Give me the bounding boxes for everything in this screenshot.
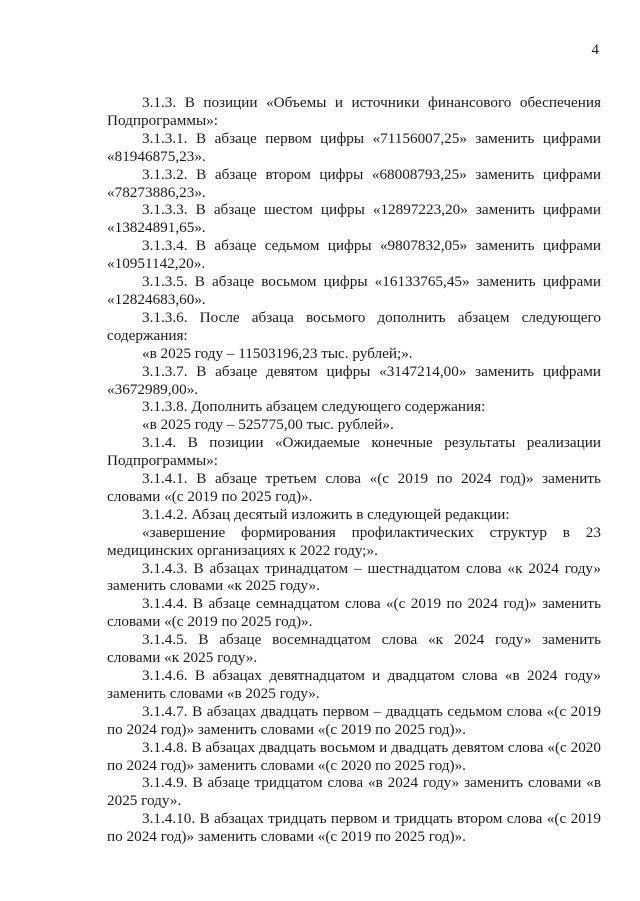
paragraph: 3.1.4.6. В абзацах девятнадцатом и двадцатом слова «в 2024 году» заменить словами «в 2025 году». [107,667,601,702]
paragraph: 3.1.4.3. В абзацах тринадцатом – шестнадцатом слова «к 2024 году» заменить словами «к 2025 году». [107,559,601,595]
quoted-paragraph: «завершение формирования профилактических структур в 23 медицинских организациях к 2022 году;». [107,523,601,559]
quoted-paragraph: «в 2025 году – 11503196,23 тыс. рублей;». [142,344,413,362]
paragraph: 3.1.4.9. В абзаце тридцатом слова «в 2024 году» заменить словами «в 2025 году». [107,774,601,810]
document-body [107,94,601,846]
paragraph: 3.1.3. В позиции «Объемы и источники финансового обеспечения Подпрограммы»: [107,94,601,129]
paragraph: 3.1.3.5. В абзаце восьмом цифры «16133765,45» заменить цифрами «12824683,60». [107,273,601,308]
paragraph: 3.1.4.10. В абзацах тридцать первом и тридцать втором слова «(с 2019 по 2024 год)» заменить словами «(с 2019 по 2025 год)». [107,810,601,846]
paragraph: 3.1.4.1. В абзаце третьем слова «(с 2019 по 2024 год)» заменить словами «(с 2019 по 2025 год)». [107,470,601,505]
paragraph: 3.1.4.7. В абзацах двадцать первом – двадцать седьмом слова «(с 2019 по 2024 год)» заменить словами «(с 2019 по 2025 год)». [107,702,601,738]
paragraph: 3.1.3.1. В абзаце первом цифры «71156007,25» заменить цифрами «81946875,23». [107,129,601,165]
paragraph: 3.1.4. В позиции «Ожидаемые конечные результаты реализации Подпрограммы»: [107,434,601,470]
paragraph: 3.1.4.5. В абзаце восемнадцатом слова «к 2024 году» заменить словами «к 2025 году». [107,631,601,667]
paragraph: 3.1.3.7. В абзаце девятом цифры «3147214,00» заменить цифрами «3672989,00». [107,362,601,398]
paragraph: 3.1.3.8. Дополнить абзацем следующего содержания: [142,398,486,416]
paragraph: 3.1.3.2. В абзаце втором цифры «68008793,25» заменить цифрами «78273886,23». [107,165,601,201]
paragraph: 3.1.3.3. В абзаце шестом цифры «12897223,20» заменить цифрами «13824891,65». [107,201,601,237]
page-number: 4 [591,42,599,58]
paragraph: 3.1.3.4. В абзаце седьмом цифры «9807832,05» заменить цифрами «10951142,20». [107,237,601,273]
paragraph: 3.1.4.4. В абзаце семнадцатом слова «(с 2019 по 2024 год)» заменить словами «(с 2019 по 2025 год)». [107,595,601,631]
paragraph: 3.1.4.8. В абзацах двадцать восьмом и двадцать девятом слова «(с 2020 по 2024 год)» заменить словами «(с 2020 по 2025 год)». [107,738,601,774]
paragraph: 3.1.4.2. Абзац десятый изложить в следующей редакции: [142,505,510,523]
paragraph: 3.1.3.6. После абзаца восьмого дополнить абзацем следующего содержания: [107,308,601,344]
quoted-paragraph: «в 2025 году – 525775,00 тыс. рублей». [142,416,394,434]
